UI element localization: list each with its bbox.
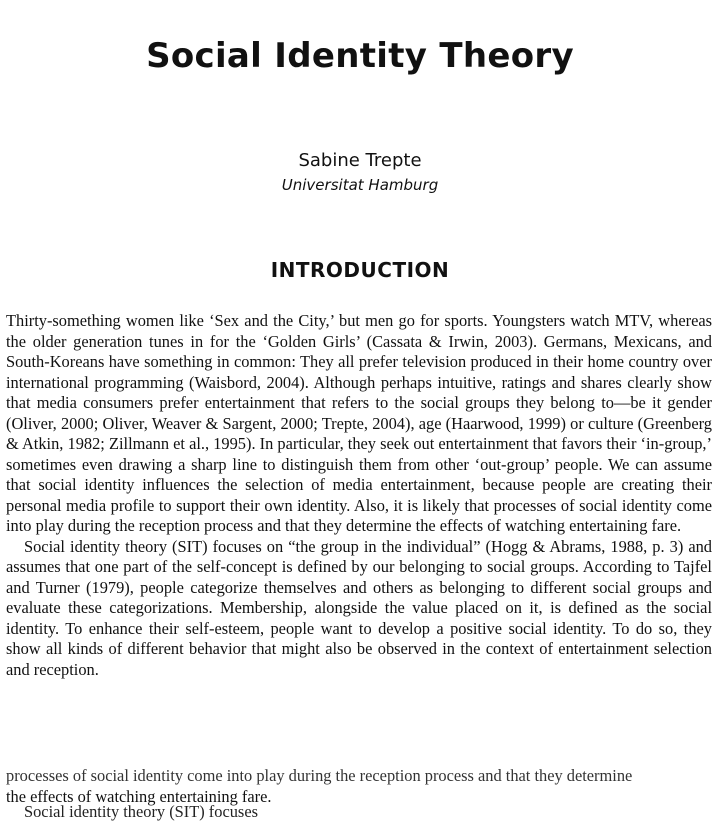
paper-title: Social Identity Theory — [146, 36, 574, 76]
paragraph-1: Thirty-something women like ‘Sex and the City,’ but men go for sports. Youngsters watch MTV, whereas the older generation tunes in for the ‘Golden Girls’ (Cassata & Irwin, 2003). Germans, Mexicans, and South-Koreans have something in common: They all prefer television produced in their home country over international programming (Waisbord, 2004). Although perhaps intuitive, ratings and shares clearly show that media consumers prefer entertainment that refers to the social groups they belong to—be it gender (Oliver, 2000; Oliver, Weaver & Sargent, 2000; Trepte, 2004), age (Haarwood, 1999) or culture (Greenberg & Atkin, 1982; Zillmann et al., 1995). In particular, they seek out entertainment that favors their ‘in-group,’ sometimes even drawing a sharp line to distinguish them from other ‘out-group’ people. We can assume that social identity influences the selection of media entertainment, because people are creating their personal media profile to support their own identity. Also, it is likely that processes of social identity come into play during the reception process and that they determine the effects of watching entertaining fare. — [6, 311, 712, 535]
paragraph-2: Social identity theory (SIT) focuses on “the group in the individual” (Hogg & Abrams, 1988, p. 3) and assumes that one part of the self-concept is defined by our belonging to social groups. According to Tajfel and Turner (1979), people categorize themselves and others as belonging to different social groups and evaluate these categorizations. Membership, alongside the value placed on it, is defined as the social identity. To enhance their self-esteem, people want to develop a positive social identity. To do so, they show all kinds of different behavior that might also be observed in the context of entertainment selection and reception. — [6, 536, 712, 679]
fragment-line-1: processes of social identity come into play during the reception process and that they determine — [6, 766, 633, 785]
author-affiliation: Universitat Hamburg — [281, 176, 439, 194]
author-name: Sabine Trepte — [298, 150, 422, 171]
cut-off-line: Social identity theory (SIT) focuses — [24, 802, 258, 821]
section-heading: INTRODUCTION — [270, 258, 450, 282]
body-text — [6, 311, 712, 680]
duplicate-fragment — [6, 766, 712, 807]
fragment-line-2: the effects of watching entertaining fare. — [6, 786, 272, 806]
